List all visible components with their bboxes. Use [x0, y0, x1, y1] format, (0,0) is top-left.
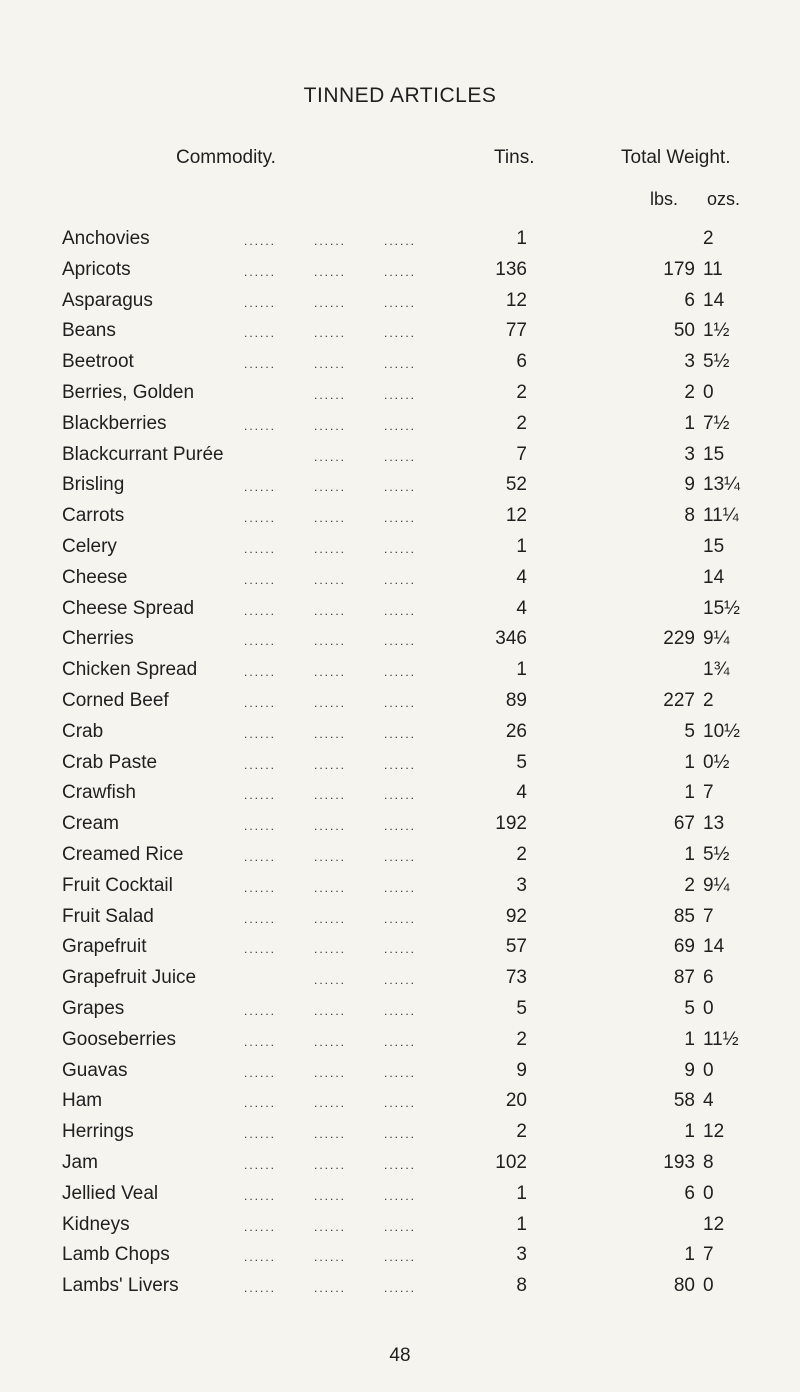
tins-count: 26 [505, 720, 527, 742]
weight-ozs: 1¾ [703, 659, 730, 681]
leader-dots: ...... [384, 695, 417, 710]
leader-dots: ...... [384, 1188, 417, 1203]
weight-ozs: 13¼ [703, 474, 740, 496]
tins-count: 8 [516, 1275, 527, 1297]
leader-dots: ...... [314, 541, 347, 556]
table-row [0, 286, 800, 317]
leader-dots: ...... [244, 264, 277, 279]
leader-dots: ...... [244, 788, 277, 803]
tins-count: 3 [516, 874, 527, 896]
table-row [0, 717, 800, 748]
leader-dots: ...... [314, 849, 347, 864]
table-row [0, 809, 800, 840]
commodity-name: Celery [62, 535, 117, 557]
leader-dots: ...... [244, 634, 277, 649]
leader-dots: ...... [314, 942, 347, 957]
commodity-name: Fruit Cocktail [62, 874, 173, 896]
table-row [0, 1086, 800, 1117]
table-row [0, 655, 800, 686]
commodity-name: Chicken Spread [62, 659, 198, 681]
commodity-name: Blackcurrant Purée [62, 443, 224, 465]
table-row [0, 316, 800, 347]
table-row [0, 686, 800, 717]
weight-ozs: 2 [703, 228, 714, 249]
weight-lbs: 9 [684, 1059, 695, 1081]
table-row [0, 224, 800, 255]
leader-dots: ...... [384, 634, 417, 649]
leader-dots: ...... [244, 695, 277, 710]
weight-ozs: 7 [703, 905, 714, 927]
leader-dots: ...... [314, 757, 347, 772]
table-row [0, 1179, 800, 1210]
tins-count: 136 [495, 258, 527, 280]
leader-dots: ...... [244, 942, 277, 957]
leader-dots: ...... [314, 1281, 347, 1296]
leader-dots: ...... [384, 1065, 417, 1080]
table-row [0, 532, 800, 563]
commodity-name: Beans [62, 320, 116, 342]
column-header-total-weight: Total Weight. [621, 147, 731, 168]
tins-count: 4 [516, 597, 527, 619]
leader-dots: ...... [314, 880, 347, 895]
leader-dots: ...... [314, 1219, 347, 1234]
weight-lbs: 6 [684, 289, 695, 311]
leader-dots: ...... [314, 1096, 347, 1111]
commodity-name: Apricots [62, 258, 131, 280]
tins-count: 102 [495, 1151, 527, 1173]
tins-count: 1 [516, 659, 527, 681]
tins-count: 2 [516, 381, 527, 403]
commodity-name: Jam [62, 1151, 98, 1173]
commodity-name: Kidneys [62, 1213, 130, 1235]
tins-count: 5 [516, 997, 527, 1019]
commodity-name: Grapefruit Juice [62, 967, 197, 989]
leader-dots: ...... [244, 1250, 277, 1265]
leader-dots: ...... [384, 973, 417, 988]
tins-count: 192 [495, 813, 527, 835]
leader-dots: ...... [384, 234, 417, 248]
leader-dots: ...... [384, 603, 417, 618]
leader-dots: ...... [384, 1281, 417, 1296]
leader-dots: ...... [384, 541, 417, 556]
leader-dots: ...... [314, 480, 347, 495]
leader-dots: ...... [244, 511, 277, 526]
table-row [0, 409, 800, 440]
commodity-name: Fruit Salad [62, 905, 154, 927]
tins-count: 2 [516, 412, 527, 434]
weight-lbs: 193 [663, 1151, 695, 1173]
weight-lbs: 87 [673, 967, 695, 989]
leader-dots: ...... [314, 695, 347, 710]
leader-dots: ...... [384, 1034, 417, 1049]
leader-dots: ...... [314, 665, 347, 680]
commodity-name: Gooseberries [62, 1028, 177, 1050]
table-row [0, 1271, 800, 1302]
leader-dots: ...... [244, 1096, 277, 1111]
weight-lbs: 1 [684, 1121, 695, 1143]
weight-lbs: 5 [684, 997, 695, 1019]
commodity-name: Grapefruit [62, 936, 147, 958]
leader-dots: ...... [314, 387, 347, 402]
weight-ozs: 14 [703, 289, 725, 311]
leader-dots: ...... [314, 1065, 347, 1080]
commodity-name: Crab Paste [62, 751, 158, 773]
weight-ozs: 14 [703, 566, 725, 588]
leader-dots: ...... [384, 387, 417, 402]
weight-lbs: 3 [684, 351, 695, 373]
table-row [0, 501, 800, 532]
leader-dots: ...... [384, 357, 417, 372]
commodity-name: Cherries [62, 628, 134, 650]
tins-count: 1 [516, 228, 527, 249]
leader-dots: ...... [314, 264, 347, 279]
tins-count: 2 [516, 1028, 527, 1050]
weight-lbs: 50 [673, 320, 695, 342]
leader-dots: ...... [244, 541, 277, 556]
weight-ozs: 11 [703, 258, 723, 280]
weight-ozs: 14 [703, 936, 725, 958]
tins-count: 77 [505, 320, 527, 342]
leader-dots: ...... [314, 1127, 347, 1142]
commodity-name: Crawfish [62, 782, 136, 804]
leader-dots: ...... [244, 326, 277, 341]
weight-ozs: 7½ [703, 412, 730, 434]
weight-lbs: 8 [684, 505, 695, 527]
leader-dots: ...... [244, 1003, 277, 1018]
weight-ozs: 5½ [703, 843, 730, 865]
leader-dots: ...... [244, 1127, 277, 1142]
leader-dots: ...... [384, 1250, 417, 1265]
leader-dots: ...... [384, 418, 417, 433]
weight-lbs: 1 [684, 412, 695, 434]
page-title: TINNED ARTICLES [303, 84, 497, 107]
tins-count: 1 [516, 1213, 527, 1235]
weight-lbs: 1 [684, 843, 695, 865]
leader-dots: ...... [314, 511, 347, 526]
leader-dots: ...... [244, 1157, 277, 1172]
leader-dots: ...... [384, 511, 417, 526]
leader-dots: ...... [244, 1034, 277, 1049]
leader-dots: ...... [314, 418, 347, 433]
table-row [0, 255, 800, 286]
tins-count: 57 [505, 936, 527, 958]
leader-dots: ...... [384, 726, 417, 741]
weight-ozs: 2 [703, 689, 714, 711]
weight-lbs: 6 [684, 1182, 695, 1204]
leader-dots: ...... [244, 418, 277, 433]
weight-ozs: 15 [703, 535, 725, 557]
table-row [0, 1210, 800, 1241]
commodity-name: Herrings [62, 1121, 134, 1143]
table-row [0, 871, 800, 902]
weight-ozs: 10½ [703, 720, 740, 742]
weight-lbs: 80 [673, 1275, 695, 1297]
table-row [0, 594, 800, 625]
leader-dots: ...... [384, 295, 417, 310]
weight-ozs: 11¼ [703, 505, 739, 527]
tins-count: 4 [516, 782, 527, 804]
weight-ozs: 9¼ [703, 874, 730, 896]
leader-dots: ...... [384, 880, 417, 895]
tins-count: 1 [516, 535, 527, 557]
leader-dots: ...... [384, 326, 417, 341]
leader-dots: ...... [384, 819, 417, 834]
table-row [0, 994, 800, 1025]
weight-lbs: 179 [663, 258, 695, 280]
weight-lbs: 5 [684, 720, 695, 742]
tins-count: 5 [516, 751, 527, 773]
leader-dots: ...... [314, 1157, 347, 1172]
tins-count: 6 [516, 351, 527, 373]
commodity-name: Brisling [62, 474, 125, 496]
leader-dots: ...... [384, 1127, 417, 1142]
leader-dots: ...... [244, 880, 277, 895]
commodity-name: Lamb Chops [62, 1244, 170, 1266]
leader-dots: ...... [314, 572, 347, 587]
tins-count: 12 [505, 505, 527, 527]
column-header-tins: Tins. [494, 147, 535, 168]
leader-dots: ...... [384, 849, 417, 864]
commodity-name: Guavas [62, 1059, 128, 1081]
leader-dots: ...... [314, 819, 347, 834]
commodity-name: Corned Beef [62, 689, 169, 711]
column-subheader-ozs: ozs. [707, 189, 741, 209]
weight-ozs: 15 [703, 443, 725, 465]
leader-dots: ...... [314, 295, 347, 310]
leader-dots: ...... [384, 1219, 417, 1234]
leader-dots: ...... [384, 942, 417, 957]
table-row [0, 563, 800, 594]
leader-dots: ...... [244, 295, 277, 310]
weight-lbs: 1 [684, 1028, 695, 1050]
leader-dots: ...... [314, 726, 347, 741]
tins-count: 12 [505, 289, 527, 311]
tins-count: 89 [505, 689, 527, 711]
leader-dots: ...... [244, 357, 277, 372]
tins-count: 2 [516, 1121, 527, 1143]
commodity-name: Blackberries [62, 412, 167, 434]
leader-dots: ...... [314, 1188, 347, 1203]
leader-dots: ...... [384, 572, 417, 587]
commodity-name: Anchovies [62, 228, 150, 249]
weight-lbs: 229 [663, 628, 695, 650]
leader-dots: ...... [384, 480, 417, 495]
weight-lbs: 58 [673, 1090, 695, 1112]
column-subheader-lbs: lbs. [650, 189, 679, 209]
weight-ozs: 0 [703, 1275, 714, 1297]
leader-dots: ...... [244, 819, 277, 834]
commodity-name: Carrots [62, 505, 125, 527]
weight-ozs: 7 [703, 1244, 714, 1266]
table-row [0, 902, 800, 933]
commodity-table [0, 224, 800, 1302]
table-row [0, 1056, 800, 1087]
weight-lbs: 9 [684, 474, 695, 496]
weight-ozs: 13 [703, 813, 725, 835]
leader-dots: ...... [314, 973, 347, 988]
tins-count: 2 [516, 843, 527, 865]
weight-ozs: 0½ [703, 751, 730, 773]
leader-dots: ...... [384, 757, 417, 772]
weight-ozs: 6 [703, 967, 714, 989]
leader-dots: ...... [384, 1096, 417, 1111]
commodity-name: Grapes [62, 997, 125, 1019]
weight-ozs: 0 [703, 997, 714, 1019]
commodity-name: Cream [62, 813, 120, 835]
commodity-name: Cheese [62, 566, 128, 588]
table-row [0, 1240, 800, 1271]
tins-count: 7 [516, 443, 527, 465]
leader-dots: ...... [244, 603, 277, 618]
weight-lbs: 1 [684, 782, 695, 804]
weight-lbs: 1 [684, 751, 695, 773]
weight-ozs: 12 [703, 1121, 725, 1143]
weight-lbs: 1 [684, 1244, 695, 1266]
tins-count: 1 [516, 1182, 527, 1204]
tins-count: 92 [505, 905, 527, 927]
leader-dots: ...... [244, 726, 277, 741]
weight-lbs: 227 [663, 689, 695, 711]
leader-dots: ...... [314, 911, 347, 926]
commodity-name: Beetroot [62, 351, 134, 373]
leader-dots: ...... [384, 911, 417, 926]
commodity-name: Cheese Spread [62, 597, 195, 619]
table-row [0, 1025, 800, 1056]
leader-dots: ...... [244, 665, 277, 680]
leader-dots: ...... [314, 1003, 347, 1018]
weight-lbs: 3 [684, 443, 695, 465]
leader-dots: ...... [244, 1188, 277, 1203]
leader-dots: ...... [384, 665, 417, 680]
leader-dots: ...... [314, 1250, 347, 1265]
table-row [0, 748, 800, 779]
table-row [0, 624, 800, 655]
leader-dots: ...... [244, 1281, 277, 1296]
leader-dots: ...... [314, 1034, 347, 1049]
weight-lbs: 69 [673, 936, 695, 958]
leader-dots: ...... [314, 234, 347, 248]
leader-dots: ...... [384, 449, 417, 464]
table-row [0, 378, 800, 409]
weight-lbs: 2 [684, 874, 695, 896]
leader-dots: ...... [384, 1157, 417, 1172]
weight-ozs: 12 [703, 1213, 725, 1235]
weight-ozs: 0 [703, 381, 714, 403]
leader-dots: ...... [244, 480, 277, 495]
weight-ozs: 9¼ [703, 628, 730, 650]
tins-count: 9 [516, 1059, 527, 1081]
weight-ozs: 1½ [703, 320, 730, 342]
table-row [0, 1117, 800, 1148]
weight-ozs: 0 [703, 1182, 714, 1204]
tins-count: 346 [495, 628, 527, 650]
leader-dots: ...... [314, 603, 347, 618]
leader-dots: ...... [244, 572, 277, 587]
leader-dots: ...... [244, 757, 277, 772]
weight-ozs: 5½ [703, 351, 730, 373]
tins-count: 4 [516, 566, 527, 588]
table-row [0, 440, 800, 471]
leader-dots: ...... [244, 849, 277, 864]
leader-dots: ...... [244, 234, 277, 248]
weight-ozs: 11½ [703, 1028, 739, 1050]
weight-lbs: 2 [684, 381, 695, 403]
leader-dots: ...... [314, 357, 347, 372]
commodity-name: Crab [62, 720, 104, 742]
table-row [0, 1148, 800, 1179]
column-header-commodity: Commodity. [176, 147, 276, 168]
leader-dots: ...... [244, 1219, 277, 1234]
leader-dots: ...... [314, 634, 347, 649]
commodity-name: Creamed Rice [62, 843, 184, 865]
tins-count: 73 [505, 967, 527, 989]
leader-dots: ...... [384, 1003, 417, 1018]
weight-lbs: 67 [673, 813, 695, 835]
leader-dots: ...... [314, 326, 347, 341]
table-row [0, 470, 800, 501]
table-row [0, 963, 800, 994]
weight-ozs: 8 [703, 1151, 714, 1173]
page-number: 48 [389, 1345, 411, 1366]
tins-count: 52 [505, 474, 527, 496]
leader-dots: ...... [384, 788, 417, 803]
leader-dots: ...... [384, 264, 417, 279]
commodity-name: Ham [62, 1090, 103, 1112]
weight-ozs: 15½ [703, 597, 740, 619]
leader-dots: ...... [244, 911, 277, 926]
table-row [0, 840, 800, 871]
leader-dots: ...... [314, 449, 347, 464]
commodity-name: Jellied Veal [62, 1182, 159, 1204]
table-row [0, 932, 800, 963]
table-row [0, 347, 800, 378]
commodity-name: Berries, Golden [62, 381, 195, 403]
commodity-name: Asparagus [62, 289, 153, 311]
weight-ozs: 0 [703, 1059, 714, 1081]
commodity-name: Lambs' Livers [62, 1275, 179, 1297]
tins-count: 20 [505, 1090, 527, 1112]
weight-ozs: 4 [703, 1090, 714, 1112]
weight-ozs: 7 [703, 782, 714, 804]
leader-dots: ...... [314, 788, 347, 803]
table-row [0, 778, 800, 809]
tins-count: 3 [516, 1244, 527, 1266]
weight-lbs: 85 [673, 905, 695, 927]
leader-dots: ...... [244, 1065, 277, 1080]
